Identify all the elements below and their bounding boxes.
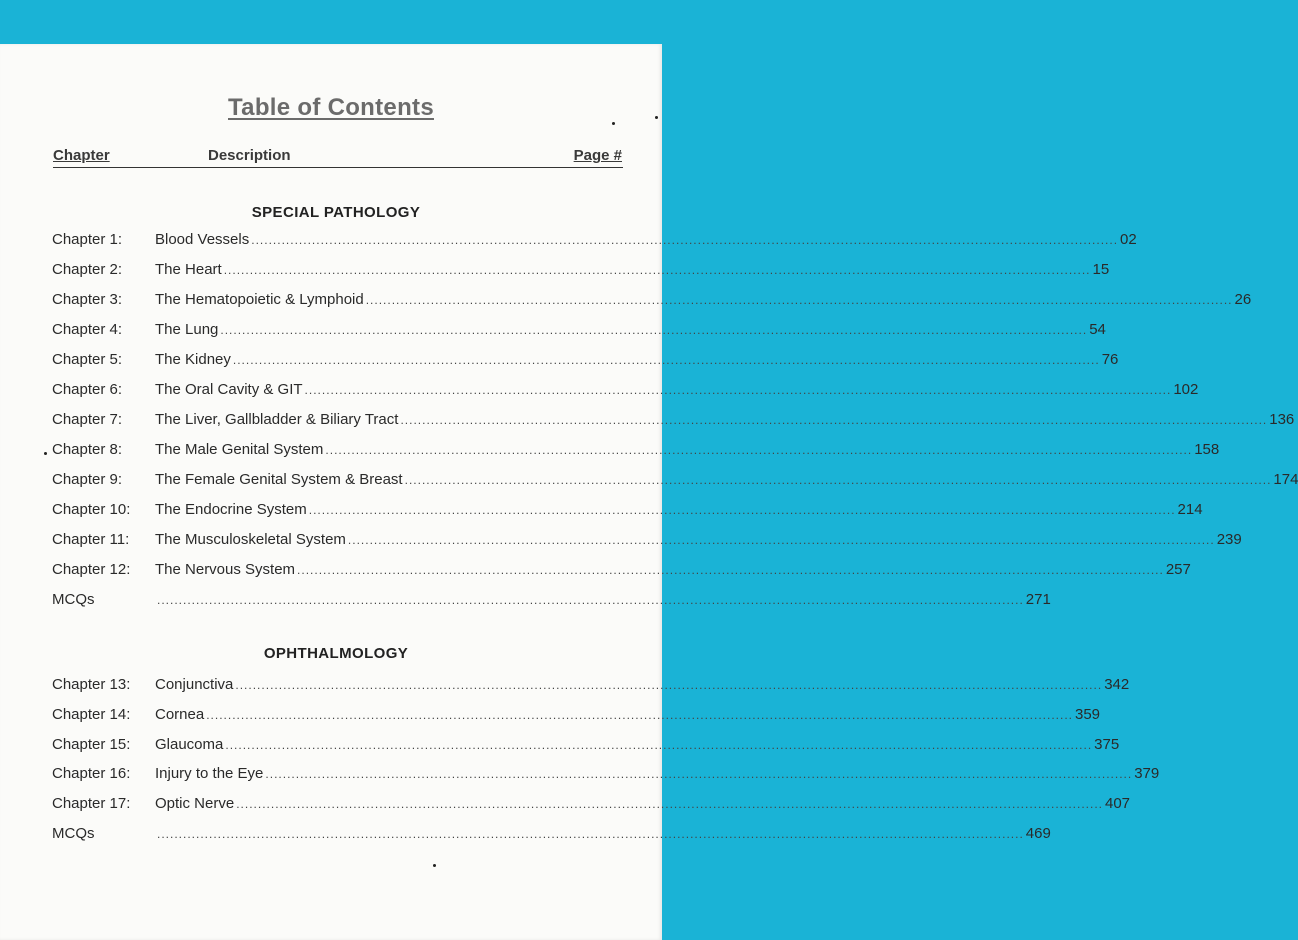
page-title: Table of Contents [228, 94, 434, 121]
toc-description-cell [155, 531, 1215, 548]
toc-description: The Female Genital System & Breast [155, 471, 403, 488]
toc-page-number: 54 [1089, 321, 1106, 338]
toc-description-cell [155, 676, 1102, 693]
toc-description: The Endocrine System [155, 501, 307, 518]
toc-description-cell [155, 593, 1024, 607]
header-rule [53, 167, 623, 168]
toc-description: The Nervous System [155, 561, 296, 578]
toc-chapter-label: Chapter 8: [52, 441, 123, 458]
toc-description-cell [155, 736, 1092, 753]
toc-row[interactable] [52, 705, 1101, 728]
toc-leader-dots: ........................................................................................................................................................................................................ [400, 413, 1268, 427]
toc-leader-dots: ........................................................................................................................................................................................................ [347, 533, 1215, 547]
toc-description-cell [155, 441, 1192, 458]
document-page [0, 44, 1298, 940]
toc-chapter-label: Chapter 17: [52, 795, 131, 813]
toc-page-number: 342 [1104, 676, 1130, 693]
toc-description: Cornea [155, 705, 205, 723]
toc-description: The Musculoskeletal System [155, 531, 346, 548]
toc-description-cell [155, 261, 1091, 278]
toc-leader-dots: ........................................................................................................................................................................................................ [157, 593, 1024, 607]
toc-page-number: 02 [1120, 231, 1137, 248]
toc-page-number: 257 [1165, 561, 1191, 578]
toc-page-number: 158 [1194, 441, 1220, 458]
toc-row[interactable] [52, 676, 1130, 698]
toc-row[interactable] [52, 735, 1120, 758]
toc-leader-dots: ........................................................................................................................................................................................................ [297, 563, 1164, 577]
toc-description: Optic Nerve [155, 795, 235, 813]
toc-description: The Oral Cavity & GIT [155, 381, 303, 398]
toc-description: The Liver, Gallbladder & Biliary Tract [155, 411, 399, 428]
toc-leader-dots: ........................................................................................................................................................................................................ [304, 383, 1172, 397]
toc-row[interactable] [52, 231, 1137, 253]
header-chapter: Chapter [53, 147, 110, 164]
toc-description-cell [155, 411, 1267, 428]
toc-chapter-label: Chapter 16: [52, 765, 131, 783]
toc-chapter-label: Chapter 10: [52, 501, 131, 518]
toc-row[interactable] [52, 411, 1295, 433]
toc-row[interactable] [52, 795, 1131, 817]
toc-description: The Heart [155, 261, 222, 278]
toc-chapter-label: Chapter 1: [52, 231, 123, 248]
toc-row[interactable] [52, 321, 1106, 343]
toc-leader-dots: ........................................................................................................................................................................................................ [223, 263, 1091, 277]
toc-leader-dots: ........................................................................................................................................................................................................ [206, 707, 1073, 722]
toc-leader-dots: ........................................................................................................................................................................................................ [157, 827, 1024, 841]
toc-description: The Kidney [155, 351, 231, 368]
toc-page-number: 76 [1101, 351, 1119, 368]
toc-chapter-label: Chapter 5: [52, 351, 123, 368]
toc-chapter-label: Chapter 2: [52, 261, 123, 278]
toc-description: The Male Genital System [155, 441, 324, 458]
header-description: Description [208, 147, 291, 164]
toc-page-number: 239 [1216, 531, 1242, 548]
section-title-ophthalmology: OPHTHALMOLOGY [263, 645, 409, 662]
toc-description: The Hematopoietic & Lymphoid [155, 291, 364, 308]
toc-page-number: 359 [1075, 705, 1101, 723]
toc-leader-dots: ........................................................................................................................................................................................................ [232, 353, 1100, 367]
toc-page-number: 102 [1173, 381, 1199, 398]
toc-leader-dots: ........................................................................................................................................................................................................ [365, 293, 1233, 307]
toc-chapter-label: Chapter 9: [52, 471, 123, 488]
toc-description: The Lung [155, 321, 219, 338]
toc-description-cell [155, 561, 1164, 578]
toc-row[interactable] [52, 825, 1051, 847]
toc-chapter-label: MCQs [52, 591, 95, 608]
toc-row[interactable] [52, 291, 1252, 313]
toc-chapter-label: Chapter 7: [52, 411, 123, 428]
toc-page-number: 271 [1025, 591, 1051, 608]
toc-row[interactable] [52, 591, 1051, 613]
toc-page-number: 15 [1092, 261, 1110, 278]
header-page-number: Page # [573, 147, 622, 164]
toc-leader-dots: ........................................................................................................................................................................................................ [225, 737, 1093, 752]
toc-description-cell [155, 321, 1087, 338]
toc-page-number: 136 [1269, 411, 1295, 428]
toc-leader-dots: ........................................................................................................................................................................................................ [265, 767, 1133, 782]
toc-chapter-label: Chapter 3: [52, 291, 123, 308]
toc-description-cell [155, 706, 1073, 723]
toc-row[interactable] [52, 441, 1220, 463]
toc-description-cell [155, 291, 1233, 308]
toc-description-cell [155, 471, 1271, 488]
toc-row[interactable] [52, 261, 1110, 283]
toc-chapter-label: Chapter 6: [52, 381, 123, 398]
toc-leader-dots: ........................................................................................................................................................................................................ [308, 503, 1176, 517]
toc-row[interactable] [52, 561, 1191, 583]
toc-leader-dots: ........................................................................................................................................................................................................ [235, 678, 1103, 692]
toc-page-number: 375 [1094, 735, 1120, 753]
toc-leader-dots: ........................................................................................................................................................................................................ [404, 473, 1272, 487]
section-title-special-pathology: SPECIAL PATHOLOGY [251, 204, 421, 221]
toc-chapter-label: Chapter 12: [52, 561, 131, 578]
toc-row[interactable] [52, 351, 1119, 373]
toc-chapter-label: Chapter 11: [52, 531, 130, 548]
toc-page-number: 469 [1025, 825, 1051, 842]
toc-chapter-label: MCQs [52, 825, 95, 842]
toc-description: Injury to the Eye [155, 765, 264, 783]
toc-description: Conjunctiva [155, 676, 234, 693]
toc-description-cell [155, 501, 1176, 518]
toc-page-number: 26 [1234, 291, 1252, 308]
toc-chapter-label: Chapter 14: [52, 705, 131, 723]
toc-description-cell [155, 827, 1024, 841]
toc-row[interactable] [52, 381, 1199, 403]
toc-page-number: 407 [1105, 795, 1131, 813]
toc-chapter-label: Chapter 4: [52, 321, 123, 338]
toc-leader-dots: ........................................................................................................................................................................................................ [325, 443, 1193, 457]
toc-description-cell [155, 231, 1118, 248]
toc-description-cell [155, 381, 1171, 398]
toc-description: Blood Vessels [155, 231, 250, 248]
toc-description-cell [155, 795, 1103, 812]
toc-row[interactable] [52, 531, 1242, 553]
toc-page-number: 174 [1273, 471, 1298, 488]
toc-description-cell [155, 765, 1132, 782]
toc-leader-dots: ........................................................................................................................................................................................................ [236, 797, 1103, 812]
toc-leader-dots: ........................................................................................................................................................................................................ [251, 233, 1119, 247]
toc-description: Glaucoma [155, 735, 224, 753]
toc-row[interactable] [52, 471, 1298, 493]
toc-chapter-label: Chapter 15: [52, 735, 131, 753]
toc-row[interactable] [52, 501, 1203, 523]
toc-row[interactable] [52, 765, 1160, 787]
toc-leader-dots: ........................................................................................................................................................................................................ [220, 323, 1088, 337]
toc-page-number: 379 [1134, 765, 1160, 783]
toc-chapter-label: Chapter 13: [52, 676, 131, 693]
toc-description-cell [155, 351, 1100, 368]
toc-page-number: 214 [1177, 501, 1203, 518]
